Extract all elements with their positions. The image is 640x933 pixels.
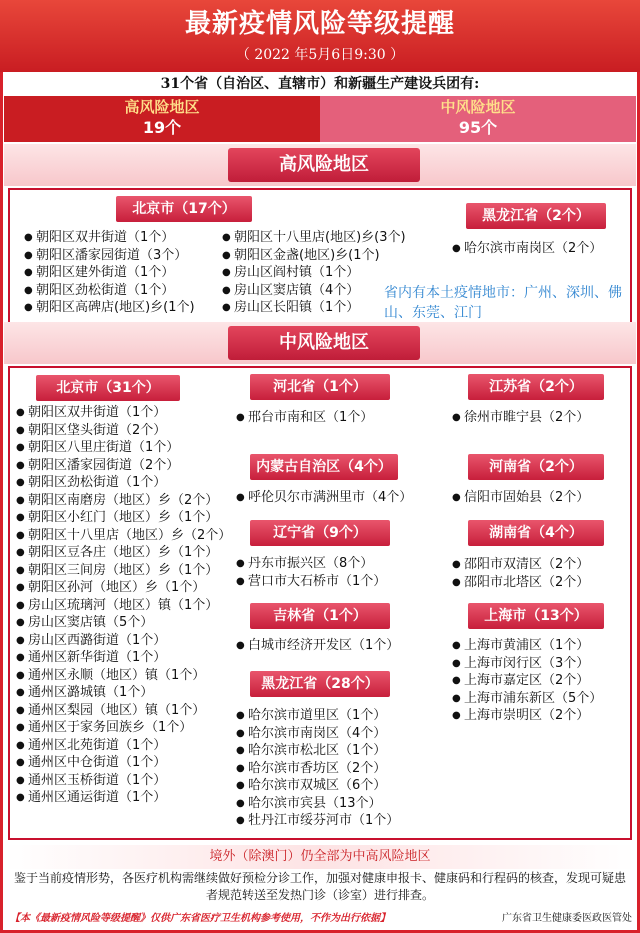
mid-beijing-list <box>16 404 238 807</box>
mid-hebei-list <box>236 409 373 427</box>
area-item: ● 朝阳区金盏(地区)乡(1个) <box>222 247 406 265</box>
mid-risk-heading: 中风险地区 <box>228 326 420 360</box>
high-risk-summary <box>4 96 320 142</box>
mid-risk-summary-count: 95个 <box>458 118 498 137</box>
area-item: ● 哈尔滨市南岗区（2个） <box>452 240 602 258</box>
area-item: ● 通州区中仓街道（1个） <box>16 754 238 772</box>
area-item: ● 哈尔滨市香坊区（2个） <box>236 760 399 778</box>
area-item: ● 房山区琉璃河（地区）镇（1个） <box>16 597 238 615</box>
area-item: ● 通州区永顺（地区）镇（1个） <box>16 667 238 685</box>
area-item: ● 哈尔滨市南岗区（4个） <box>236 725 399 743</box>
mid-jilin-list <box>236 637 399 655</box>
area-item: ● 哈尔滨市双城区（6个） <box>236 777 399 795</box>
mid-heilongjiang-tag: 黑龙江省（28个） <box>250 671 390 697</box>
area-item: ● 上海市黄浦区（1个） <box>452 637 602 655</box>
area-item: ● 哈尔滨市道里区（1个） <box>236 707 399 725</box>
high-risk-summary-label: 高风险地区 <box>124 98 200 116</box>
header <box>0 0 640 72</box>
page-title: 最新疫情风险等级提醒 <box>184 9 455 39</box>
mid-beijing-tag: 北京市（31个） <box>36 375 180 401</box>
area-item: ● 上海市崇明区（2个） <box>452 707 602 725</box>
area-item: ● 邵阳市双清区（2个） <box>452 556 589 574</box>
local-outbreak-note: 省内有本土疫情地市：广州、深圳、佛山、东莞、江门 <box>384 285 622 321</box>
footer-source: 广东省卫生健康委医政医管处 <box>502 913 632 924</box>
high-risk-band <box>4 144 636 186</box>
high-beijing-list-2 <box>222 229 406 317</box>
area-item: ● 房山区窦店镇（4个） <box>222 282 406 300</box>
mid-shanghai-tag: 上海市（13个） <box>468 603 604 629</box>
area-item: ● 朝阳区豆各庄（地区）乡（1个） <box>16 544 238 562</box>
area-item: ● 牡丹江市绥芬河市（1个） <box>236 812 399 830</box>
area-item: ● 朝阳区双井街道（1个） <box>24 229 195 247</box>
area-item: ● 朝阳区劲松街道（1个） <box>16 474 238 492</box>
high-beijing-list-1 <box>24 229 195 317</box>
area-item: ● 房山区窦店镇（5个） <box>16 614 238 632</box>
area-item: ● 邵阳市北塔区（2个） <box>452 574 589 592</box>
mid-risk-summary-label: 中风险地区 <box>440 98 516 116</box>
high-heilongjiang-tag: 黑龙江省（2个） <box>466 203 606 229</box>
area-item: ● 朝阳区三间房（地区）乡（1个） <box>16 562 238 580</box>
update-date: （ 2022 年5月6日9:30 ） <box>235 47 405 63</box>
mid-hebei-tag: 河北省（1个） <box>250 374 390 400</box>
area-item: ● 朝阳区十八里店(地区)乡(3个) <box>222 229 406 247</box>
intro-text: 31个省（自治区、直辖市）和新疆生产建设兵团有: <box>160 76 480 92</box>
mid-henan-tag: 河南省（2个） <box>468 454 604 480</box>
area-item: ● 邢台市南和区（1个） <box>236 409 373 427</box>
mid-shanghai-list <box>452 637 602 725</box>
area-item: ● 朝阳区潘家园街道（3个） <box>24 247 195 265</box>
area-item: ● 朝阳区小红门（地区）乡（1个） <box>16 509 238 527</box>
area-item: ● 房山区长阳镇（1个） <box>222 299 406 317</box>
area-item: ● 上海市浦东新区（5个） <box>452 690 602 708</box>
area-item: ● 朝阳区南磨房（地区）乡（2个） <box>16 492 238 510</box>
area-item: ● 朝阳区十八里店（地区）乡（2个） <box>16 527 238 545</box>
mid-jiangsu-list <box>452 409 589 427</box>
mid-hunan-tag: 湖南省（4个） <box>468 520 604 546</box>
area-item: ● 通州区玉桥街道（1个） <box>16 772 238 790</box>
high-beijing-tag: 北京市（17个） <box>116 196 252 222</box>
mid-risk-band <box>4 322 636 364</box>
mid-risk-summary <box>320 96 636 142</box>
area-item: ● 通州区北苑街道（1个） <box>16 737 238 755</box>
mid-jiangsu-tag: 江苏省（2个） <box>468 374 604 400</box>
area-item: ● 朝阳区孙河（地区）乡（1个） <box>16 579 238 597</box>
area-item: ● 房山区西潞街道（1个） <box>16 632 238 650</box>
area-item: ● 朝阳区劲松街道（1个） <box>24 282 195 300</box>
footer <box>4 908 636 930</box>
area-item: ● 通州区潞城镇（1个） <box>16 684 238 702</box>
mid-liaoning-list <box>236 555 386 590</box>
area-item: ● 哈尔滨市宾县（13个） <box>236 795 399 813</box>
mid-heilongjiang-list <box>236 707 399 830</box>
area-item: ● 房山区阎村镇（1个） <box>222 264 406 282</box>
area-item: ● 朝阳区双井街道（1个） <box>16 404 238 422</box>
mid-neimenggu-list <box>236 489 412 507</box>
area-item: ● 营口市大石桥市（1个） <box>236 573 386 591</box>
area-item: ● 朝阳区垡头街道（2个） <box>16 422 238 440</box>
area-item: ● 上海市嘉定区（2个） <box>452 672 602 690</box>
abroad-notice: 境外（除澳门）仍全部为中高风险地区 <box>4 845 636 869</box>
mid-henan-list <box>452 489 589 507</box>
area-item: ● 朝阳区高碑店(地区)乡(1个) <box>24 299 195 317</box>
mid-hunan-list <box>452 556 589 591</box>
area-item: ● 朝阳区八里庄街道（1个） <box>16 439 238 457</box>
area-item: ● 上海市闵行区（3个） <box>452 655 602 673</box>
high-heilongjiang-list <box>452 240 602 258</box>
area-item: ● 通州区于家务回族乡（1个） <box>16 719 238 737</box>
advice-text: 鉴于当前疫情形势，各医疗机构需继续做好预检分诊工作，加强对健康申报卡、健康码和行程码的核查，发现可疑患者规范转送至发热门诊（诊室）进行排查。 <box>13 871 626 902</box>
area-item: ● 朝阳区潘家园街道（2个） <box>16 457 238 475</box>
mid-jilin-tag: 吉林省（1个） <box>250 603 390 629</box>
area-item: ● 哈尔滨市松北区（1个） <box>236 742 399 760</box>
footer-disclaimer: 【本《最新疫情风险等级提醒》仅供广东省医疗卫生机构参考使用，不作为出行依据】 <box>10 913 390 924</box>
area-item: ● 信阳市固始县（2个） <box>452 489 589 507</box>
high-risk-summary-count: 19个 <box>142 118 182 137</box>
area-item: ● 通州区新华街道（1个） <box>16 649 238 667</box>
area-item: ● 通州区梨园（地区）镇（1个） <box>16 702 238 720</box>
high-risk-heading: 高风险地区 <box>228 148 420 182</box>
area-item: ● 徐州市睢宁县（2个） <box>452 409 589 427</box>
area-item: ● 朝阳区建外街道（1个） <box>24 264 195 282</box>
area-item: ● 通州区通运街道（1个） <box>16 789 238 807</box>
mid-neimenggu-tag: 内蒙古自治区（4个） <box>250 454 398 480</box>
area-item: ● 呼伦贝尔市满洲里市（4个） <box>236 489 412 507</box>
area-item: ● 丹东市振兴区（8个） <box>236 555 386 573</box>
mid-liaoning-tag: 辽宁省（9个） <box>250 520 390 546</box>
area-item: ● 白城市经济开发区（1个） <box>236 637 399 655</box>
